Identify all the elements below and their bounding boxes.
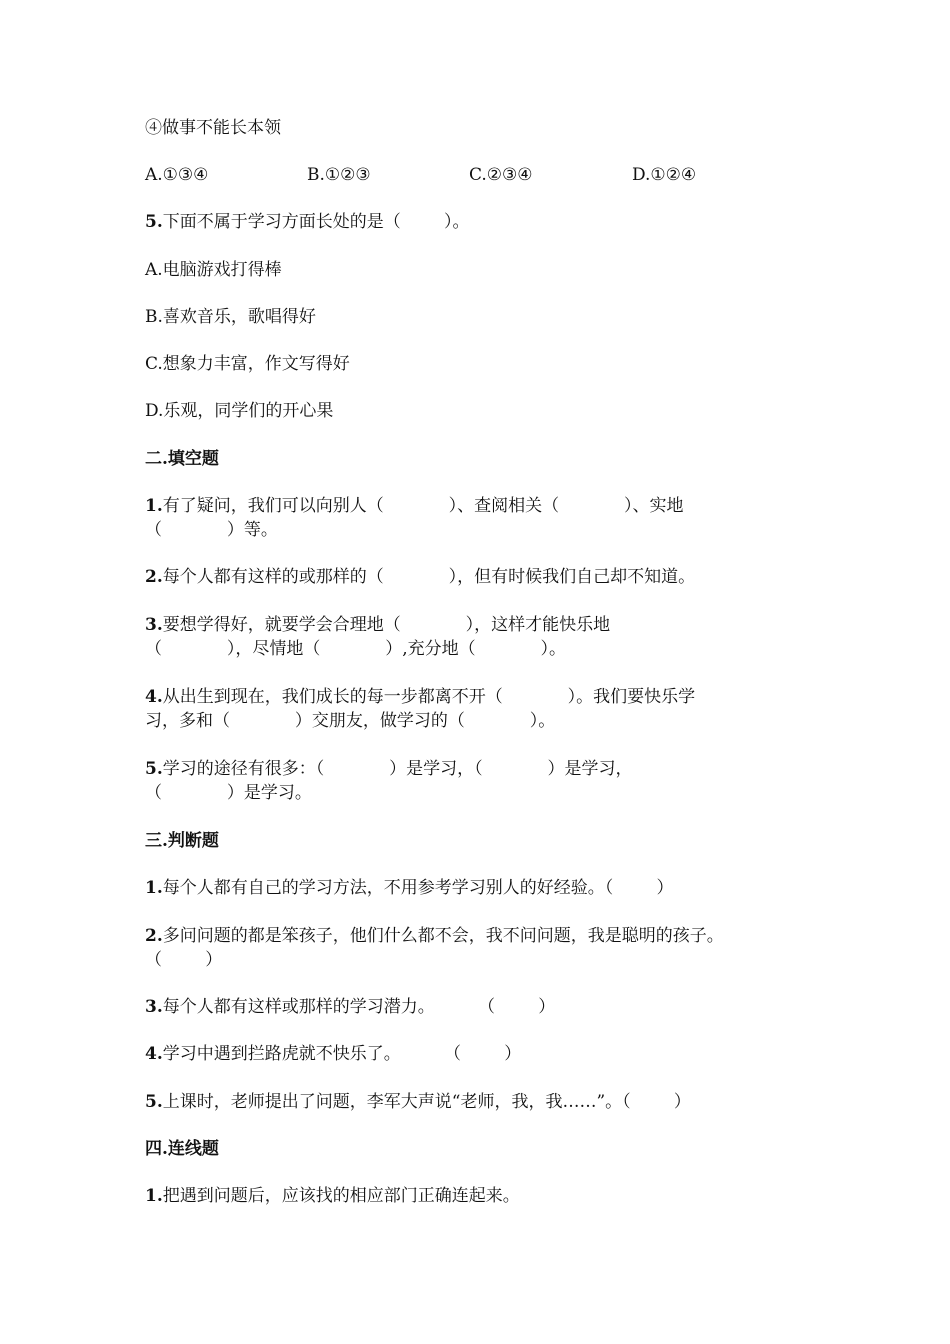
q5-text: 下面不属于学习方面长处的是（ ）。 [162,212,470,232]
section-4-title: 四.连线题 [145,1139,219,1159]
fill-q5-text-1: 学习的途径有很多：（ ）是学习，（ ）是学习， [162,759,633,779]
judge-q3-text: 每个人都有这样或那样的学习潜力。 （ ） [162,997,556,1017]
judge-q2-text-1: 多问问题的都是笨孩子，他们什么都不会，我不问问题，我是聪明的孩子。 [162,926,724,946]
fill-q4-number: 4. [145,687,163,707]
q5-option-b: B.喜欢音乐，歌唱得好 [145,307,316,327]
fill-q2 [145,565,695,589]
fill-q1-line1 [145,494,683,518]
fill-q3-number: 3. [145,615,163,635]
fill-q3-text-1: 要想学得好，就要学会合理地（ ），这样才能快乐地 [162,615,611,635]
fill-q1-text-1: 有了疑问，我们可以向别人（ ）、查阅相关（ ）、实地 [162,496,684,516]
fill-q5-line2: （ ）是学习。 [145,783,312,803]
judge-q5 [145,1090,691,1114]
judge-q2-line2: （ ） [145,950,223,970]
match-q1 [145,1184,520,1208]
q4-option-a: A.①③④ [145,165,209,185]
q4-option-d: D.①②④ [632,165,697,185]
judge-q4-number: 4. [145,1044,163,1064]
section-3-title: 三.判断题 [145,831,219,851]
fill-q3-line1 [145,613,610,637]
judge-q2-line1 [145,924,724,948]
fill-q1-line2: （ ）等。 [145,520,278,540]
judge-q1-text: 每个人都有自己的学习方法，不用参考学习别人的好经验。（ ） [162,878,674,898]
q5-number: 5. [145,212,163,232]
fill-q1-number: 1. [145,496,163,516]
section-2-title: 二.填空题 [145,449,219,469]
judge-q4 [145,1042,521,1066]
judge-q5-text: 上课时，老师提出了问题，李军大声说“老师，我，我……”。（ ） [162,1092,691,1112]
fill-q4-text-1: 从出生到现在，我们成长的每一步都离不开（ ）。我们要快乐学 [162,687,696,707]
q4-statement-4: ④做事不能长本领 [145,118,281,138]
q5-question [145,210,469,234]
fill-q4-line1 [145,685,695,709]
q5-option-a: A.电脑游戏打得棒 [145,260,282,280]
judge-q1-number: 1. [145,878,163,898]
fill-q2-number: 2. [145,567,163,587]
q4-option-b: B.①②③ [307,165,371,185]
judge-q5-number: 5. [145,1092,163,1112]
q5-option-c: C.想象力丰富，作文写得好 [145,354,350,374]
fill-q5-line1 [145,757,632,781]
match-q1-text: 把遇到问题后，应该找的相应部门正确连起来。 [162,1186,520,1206]
fill-q3-line2: （ ），尽情地（ ）,充分地（ ）。 [145,639,566,659]
judge-q3-number: 3. [145,997,163,1017]
judge-q1 [145,876,673,900]
fill-q4-line2: 习，多和（ ）交朋友，做学习的（ ）。 [145,711,556,731]
judge-q3 [145,995,555,1019]
fill-q5-number: 5. [145,759,163,779]
q4-option-c: C.②③④ [469,165,533,185]
judge-q2-number: 2. [145,926,163,946]
judge-q4-text: 学习中遇到拦路虎就不快乐了。 （ ） [162,1044,522,1064]
match-q1-number: 1. [145,1186,163,1206]
fill-q2-text: 每个人都有这样的或那样的（ ），但有时候我们自己却不知道。 [162,567,696,587]
q5-option-d: D.乐观，同学们的开心果 [145,401,334,421]
